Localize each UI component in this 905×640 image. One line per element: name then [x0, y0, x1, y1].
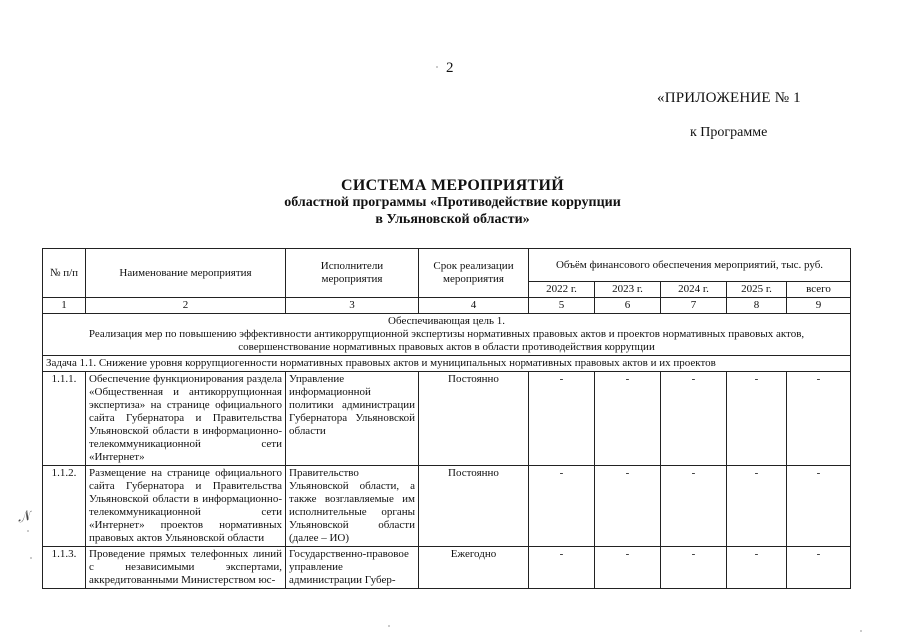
- row-value-2023: -: [595, 372, 661, 466]
- row-value-2025: -: [727, 547, 787, 589]
- row-value-2024: -: [661, 372, 727, 466]
- document-subtitle-line1: областной программы «Противодействие коррупции: [284, 195, 621, 210]
- handwritten-margin-mark: 𝒩: [16, 508, 34, 527]
- appendix-title: «ПРИЛОЖЕНИЕ № 1: [657, 90, 801, 106]
- header-total: всего: [787, 282, 851, 298]
- measures-table: [42, 248, 851, 589]
- row-value-2022: -: [529, 372, 595, 466]
- header-term: Срок реализации мероприятия: [419, 249, 529, 298]
- row-term: Постоянно: [419, 466, 529, 547]
- header-year-2024: 2024 г.: [661, 282, 727, 298]
- scan-speck: [27, 530, 29, 532]
- header-name: Наименование мероприятия: [86, 249, 286, 298]
- header-funding: Объём финансового обеспечения мероприятий, тыс. руб.: [529, 249, 851, 282]
- row-value-2024: -: [661, 547, 727, 589]
- header-executors: Исполнители мероприятия: [286, 249, 419, 298]
- col-number: 2: [86, 298, 286, 314]
- header-year-2025: 2025 г.: [727, 282, 787, 298]
- row-value-2024: -: [661, 466, 727, 547]
- row-term: Постоянно: [419, 372, 529, 466]
- row-value-total: -: [787, 547, 851, 589]
- header-year-2022: 2022 г.: [529, 282, 595, 298]
- page-number: 2: [446, 60, 454, 76]
- scan-speck: [436, 66, 438, 68]
- row-value-2025: -: [727, 466, 787, 547]
- row-value-2022: -: [529, 466, 595, 547]
- row-term: Ежегодно: [419, 547, 529, 589]
- goal-title: Обеспечивающая цель 1.: [388, 315, 505, 327]
- row-executors: Государственно-правовое управление администрации Губер-: [286, 547, 419, 589]
- header-year-2023: 2023 г.: [595, 282, 661, 298]
- scan-speck: [860, 630, 862, 632]
- scan-speck: [388, 625, 390, 627]
- row-name: Размещение на странице официального сайта Губернатора и Правительства Ульяновской области в информационно-телекоммуникационной сети «Интернет» проектов нормативных правовых актов Ульяновской области: [86, 466, 286, 547]
- table-row: [43, 547, 851, 589]
- row-value-2025: -: [727, 372, 787, 466]
- row-value-2022: -: [529, 547, 595, 589]
- col-number: 6: [595, 298, 661, 314]
- scan-speck: [30, 557, 32, 559]
- row-executors: Правительство Ульяновской области, а также возглавляемые им исполнительные органы Ульяновской области (далее – ИО): [286, 466, 419, 547]
- row-value-2023: -: [595, 547, 661, 589]
- header-num: № п/п: [43, 249, 86, 298]
- table-row: [43, 372, 851, 466]
- table-row: [43, 466, 851, 547]
- row-value-total: -: [787, 372, 851, 466]
- col-number: 9: [787, 298, 851, 314]
- col-number: 5: [529, 298, 595, 314]
- appendix-subtitle: к Программе: [690, 125, 768, 140]
- row-num: 1.1.2.: [43, 466, 86, 547]
- row-value-total: -: [787, 466, 851, 547]
- row-num: 1.1.1.: [43, 372, 86, 466]
- document-subtitle-line2: в Ульяновской области»: [375, 212, 530, 227]
- row-name: Проведение прямых телефонных линий с независимыми экспертами, аккредитованными Министерством юс-: [86, 547, 286, 589]
- row-executors: Управление информационной политики администрации Губернатора Ульяновской области: [286, 372, 419, 466]
- goal-description: Реализация мер по повышению эффективности антикоррупционной экспертизы нормативных правовых актов и проектов нормативных правовых актов, совершенствование нормативных правовых актов в области противодействия коррупции: [88, 328, 805, 353]
- task-row: Задача 1.1. Снижение уровня коррупциогенности нормативных правовых актов и муниципальных нормативных правовых актов и их проектов: [43, 356, 851, 372]
- col-number: 1: [43, 298, 86, 314]
- row-num: 1.1.3.: [43, 547, 86, 589]
- row-name: Обеспечение функционирования раздела «Общественная и антикоррупционная экспертиза» на странице официального сайта Губернатора и Правительства Ульяновской области в информационно-телекоммуникационной сети «Интернет»: [86, 372, 286, 466]
- document-title: СИСТЕМА МЕРОПРИЯТИЙ: [341, 177, 564, 194]
- row-value-2023: -: [595, 466, 661, 547]
- goal-row: [43, 314, 851, 356]
- col-number: 4: [419, 298, 529, 314]
- col-number: 7: [661, 298, 727, 314]
- col-number: 3: [286, 298, 419, 314]
- col-number: 8: [727, 298, 787, 314]
